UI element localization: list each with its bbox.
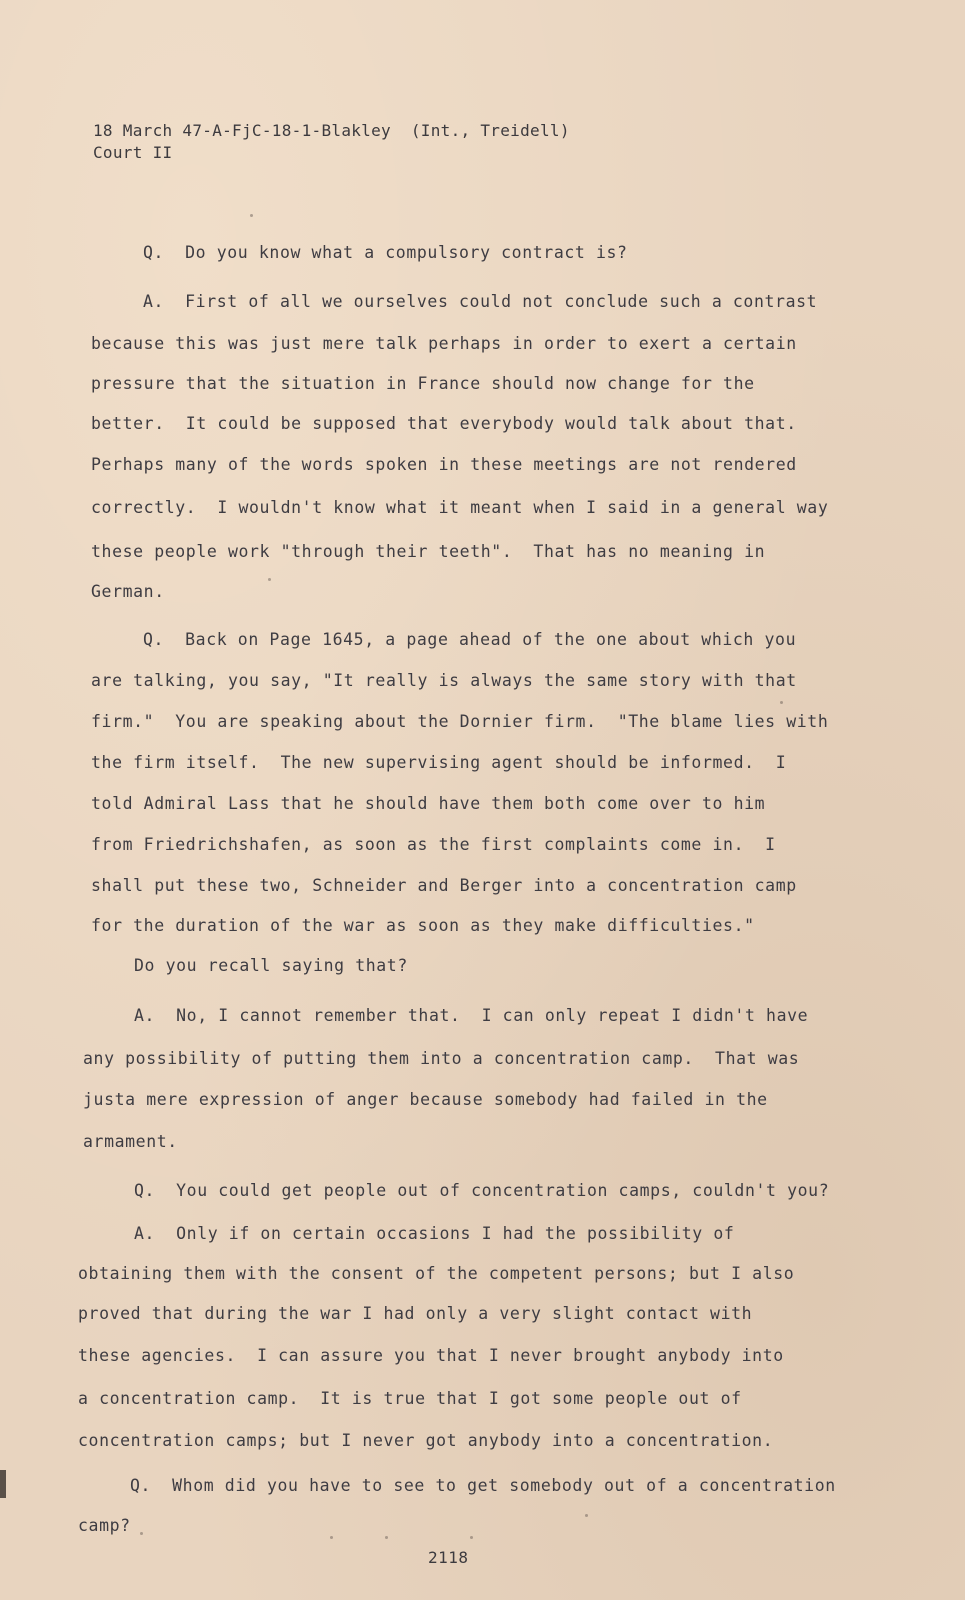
transcript-line: armament.	[83, 1132, 178, 1151]
transcript-line: proved that during the war I had only a very slight contact with	[78, 1304, 753, 1323]
paper-speck	[780, 701, 783, 704]
paper-speck	[385, 1536, 388, 1539]
transcript-line: A. No, I cannot remember that. I can only repeat I didn't have	[134, 1006, 809, 1025]
transcript-line: Q. Do you know what a compulsory contract is?	[143, 243, 628, 262]
document-header	[93, 120, 570, 164]
transcript-line: camp?	[78, 1516, 131, 1535]
transcript-line: A. First of all we ourselves could not conclude such a contrast	[143, 292, 818, 311]
transcript-line: Q. Back on Page 1645, a page ahead of the one about which you	[143, 630, 797, 649]
transcript-line: A. Only if on certain occasions I had the possibility of	[134, 1224, 735, 1243]
transcript-line: any possibility of putting them into a concentration camp. That was	[83, 1049, 800, 1068]
transcript-line: told Admiral Lass that he should have them both come over to him	[91, 794, 766, 813]
transcript-line: German.	[91, 582, 165, 601]
header-line-1: 18 March 47-A-FjC-18-1-Blakley (Int., Treidell)	[93, 121, 570, 140]
transcript-line: firm." You are speaking about the Dornier firm. "The blame lies with	[91, 712, 829, 731]
transcript-line: these agencies. I can assure you that I never brought anybody into	[78, 1346, 784, 1365]
paper-speck	[585, 1514, 588, 1517]
transcript-line: justa mere expression of anger because somebody had failed in the	[83, 1090, 768, 1109]
transcript-line: correctly. I wouldn't know what it meant when I said in a general way	[91, 498, 829, 517]
transcript-line: a concentration camp. It is true that I got some people out of	[78, 1389, 742, 1408]
transcript-line: Do you recall saying that?	[134, 956, 408, 975]
transcript-line: for the duration of the war as soon as they make difficulties."	[91, 916, 755, 935]
transcript-line: the firm itself. The new supervising agent should be informed. I	[91, 753, 787, 772]
transcript-line: better. It could be supposed that everybody would talk about that.	[91, 414, 797, 433]
transcript-line: obtaining them with the consent of the competent persons; but I also	[78, 1264, 795, 1283]
transcript-line: Q. You could get people out of concentration camps, couldn't you?	[134, 1181, 830, 1200]
transcript-line: are talking, you say, "It really is always the same story with that	[91, 671, 797, 690]
paper-speck	[140, 1532, 143, 1535]
paper-speck	[268, 578, 271, 581]
header-line-2: Court II	[93, 143, 173, 162]
transcript-line: pressure that the situation in France should now change for the	[91, 374, 755, 393]
paper-speck	[330, 1536, 333, 1539]
transcript-line: Q. Whom did you have to see to get somebody out of a concentration	[130, 1476, 836, 1495]
transcript-line: Perhaps many of the words spoken in these meetings are not rendered	[91, 455, 797, 474]
transcript-line: shall put these two, Schneider and Berger into a concentration camp	[91, 876, 797, 895]
page-number: 2118	[428, 1548, 469, 1567]
transcript-line: because this was just mere talk perhaps in order to exert a certain	[91, 334, 797, 353]
paper-speck	[250, 214, 253, 217]
transcript-line: concentration camps; but I never got anybody into a concentration.	[78, 1431, 774, 1450]
paper-speck	[470, 1536, 473, 1539]
transcript-line: these people work "through their teeth". That has no meaning in	[91, 542, 766, 561]
scan-edge-mark	[0, 1470, 6, 1498]
transcript-line: from Friedrichshafen, as soon as the first complaints come in. I	[91, 835, 776, 854]
